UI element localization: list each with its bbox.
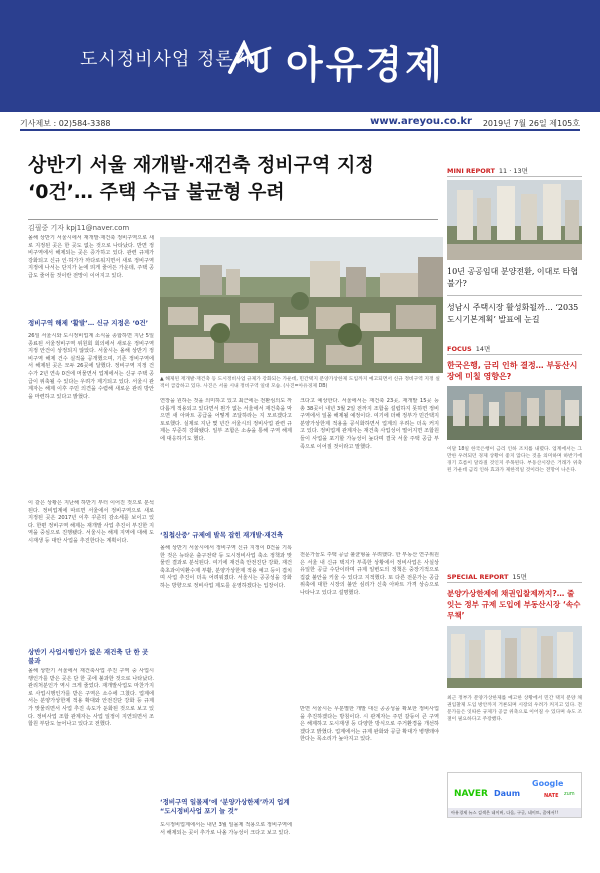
masthead-title: 아유경제 bbox=[286, 43, 445, 87]
article-lead: 올해 상반기 서울시에서 재개발·재건축 정비구역으로 새로 지정된 곳은 한 곳도 없는 것으로 나타났다. 반면 정비구역에서 해제되는 곳은 증가하고 있다. 관련 규제가 강화되고 신규 인·허가가 까다로워지면서 새로 정비구역 지정에 나서는 단지가 눈에 띄게 줄어든 가운데, 주택 공급도 줄어들 것이란 전망이 이어지고 있다. bbox=[28, 235, 154, 279]
ad-caption: 아유경제 뉴스 검색은 네이버, 다음, 구글, 네이트, 줌에서!! bbox=[448, 808, 581, 817]
focus-headline[interactable]: 한국은행, 금리 인하 결정… 부동산시장에 미칠 영향은? bbox=[447, 361, 578, 381]
zum-logo: zum bbox=[564, 791, 575, 797]
issue-date: 2019년 7월 26일 제105호 bbox=[482, 119, 580, 128]
subhead-1: 정비구역 해제 ‘활발’… 신규 지정은 ‘0건’ bbox=[28, 319, 149, 327]
contact-phone: 기사제보 : 02)584-3388 bbox=[20, 119, 111, 128]
city-aerial-photo bbox=[447, 386, 582, 440]
subhead-2: 상반기 사업시행인가 없은 재건축 단 한 곳 불과 bbox=[28, 648, 149, 665]
article-col3-body3: 반면 서울시는 무분별한 개발 대신 공공성을 확보한 정비사업을 추진하겠다는 방침이다. 시 관계자는 주민 갈등이 큰 구역은 해제하고 도시재생 등 다양한 방식으로 주거환경을 개선하겠다고 밝혔다. 업계에서는 규제 완화와 공급 확대가 병행돼야 한다는 목소리가 높아지고 있다. bbox=[300, 706, 439, 743]
AU-logo-icon bbox=[226, 40, 274, 76]
byline: 김필중 기자 kpj11@naver.com bbox=[28, 219, 438, 233]
divider bbox=[447, 295, 582, 296]
info-bar bbox=[20, 117, 580, 131]
portal-search-ad[interactable] bbox=[447, 772, 582, 818]
focus-title-label: FOCUS bbox=[447, 345, 472, 353]
divider bbox=[447, 582, 582, 583]
masthead-subtitle: 도시정비사업 정론지 bbox=[80, 49, 253, 70]
focus-text: 이달 18일 한국은행이 금리 인하 조치를 내렸다. 업계에서는 그만한 우려되던 경제 상황이 좋지 않다는 것을 의미하며 하반기에 경기 흐름이 달라질 것인지 주목된다. 부동산시장은 거래가 위축된 가운데 금리 인하 효과가 제한적일 것이라는 전망이 나온다. bbox=[447, 447, 582, 473]
google-logo bbox=[532, 779, 563, 788]
daum-logo-text: Daum bbox=[494, 789, 521, 798]
masthead bbox=[0, 0, 600, 112]
google-logo-text: Google bbox=[532, 779, 564, 788]
article-col3-body: 크다고 예상한다. 서울에서는 재건축 23곳, 재개발 15곳 등 총 38곳이 내년 3월 2일 전까지 조합을 설립하지 못하면 정비구역에서 일몰 해제될 예정이다. 여기에 더해 정부가 민간택지 분양가상한제 적용을 공식화하면서 업계의 우려는 더욱 커지고 있다. 정비업계 관계자는 재건축 사업성이 떨어지면 조합원들이 사업을 포기할 가능성이 높다며 결국 서울 주택 공급 부족으로 이어질 것이라고 말했다. bbox=[300, 398, 439, 450]
special-report-date: 15면 bbox=[512, 573, 527, 581]
article-col1-body2: 이 같은 상황은 지난해 하반기 부터 이어진 것으로 분석된다. 정비업계에 따르면 서울에서 정비구역으로 새로 지정된 곳은 2017년 이후 꾸준히 감소세를 보이고 있다. 한편 정비구역 해제는 재개발 사업 추진이 부진한 지역을 중심으로 진행됐다. 서울시는 해제 지역에 대해 도시재생 등 대안 사업을 추진한다는 계획이다. bbox=[28, 500, 154, 544]
mini-report-title: MINI REPORT bbox=[447, 167, 495, 175]
special-report-headline[interactable]: 분양가상한제에 채권입찰제까지?… 줄 잇는 정부 규제 도입에 부동산시장 ‘속수무책’ bbox=[447, 589, 581, 620]
divider bbox=[447, 354, 582, 355]
photo-caption: ▲ 해제된 재개발·재건축 등 도시정비사업 규제가 강화되는 가운데, 민간택지 분양가상한제 도입까지 예고되면서 신규 정비구역 지정 실적이 급감하고 있다. 사진은 서울 시내 정비구역 일대 모습. (사진=아유경제 DB) bbox=[160, 377, 440, 389]
subhead-3: ‘칩첩산중’ 규제에 발목 잡힌 재개발·재건축 bbox=[160, 531, 284, 539]
divider bbox=[447, 176, 582, 177]
high-rise-apartments-photo bbox=[447, 626, 582, 688]
headline-line-2: ‘0건’… 주택 수급 불균형 우려 bbox=[28, 181, 285, 203]
special-report-photo bbox=[447, 626, 582, 688]
article-col1-body: 26일 서울시와 도시정비업계 소식을 종합하면 지난 5일 종료된 서울정비구역 위원회 회의에서 새로운 정비구역 지정 안건이 상정되지 않았다. 서울시는 올해 상반기 정비구역 해제 건수 실적을 공개했으며, 기존 정비구역에서 해제된 곳은 모두 26곳에 달했다. 정비구역 지정 건수가 2년 연속 0건에 머물면서 업계에서는 신규 주택 공급이 위축될 수 있다는 우려가 제기되고 있다. 서울시 관계자는 해제 이후 주민 의견을 수렴해 새로운 관리 방안을 마련하고 있다고 밝혔다. bbox=[28, 333, 154, 400]
site-url-link[interactable]: www.areyou.co.kr bbox=[370, 116, 472, 127]
mini-report-label bbox=[447, 166, 528, 175]
daum-logo bbox=[494, 789, 520, 798]
mini-item-1[interactable]: 10년 공공임대 분양전환, 이대로 타협 불가? bbox=[447, 267, 579, 288]
apartment-complex-photo bbox=[447, 180, 582, 260]
mini-item-2[interactable]: 성남시 주택시장 활성화될까… ‘2035 도시기본계획’ 발표에 눈길 bbox=[447, 303, 579, 324]
nate-logo: NATE bbox=[544, 793, 559, 799]
article-col1-body3: 올해 상반기 서울에서 재건축사업 추진 구역 중 사업시행인가를 받은 곳은 단 한 곳에 불과한 것으로 나타났다. 관리처분인가 역시 크게 줄었다. 재개발사업도 마찬가지로 사업시행인가를 받은 구역은 소수에 그쳤다. 업계에서는 분양가상한제 적용 확대와 안전진단 강화 등 규제가 맞물리면서 사업 추진 속도가 둔화된 것으로 보고 있다. 정비사업 조합 관계자는 사업 일정이 지연되면서 조합원 부담도 늘어나고 있다고 전했다. bbox=[28, 668, 154, 728]
article-col2-body: 연장을 원하는 것을 의미하고 있고 최근에는 전환심의도 까다롭게 적용되고 있다면서 뭔가 없는 서울에서 재건축을 막으면 새 아파트 공급을 어떻게 조달하라는 지 모르겠다고 토로했다. 실제로 지난 몇 년간 서울시의 정비사업 관련 규제는 꾸준히 강화됐다. 일부 조합은 소송을 통해 구역 해제에 대응하기도 했다. bbox=[160, 398, 292, 442]
article-col2-body2: 올해 상반기 서울시에서 정비구역 신규 지정이 0건을 기록한 것은 뉴타운 출구전략 등 도시정비사업 축소 정책과 맞물린 결과로 분석된다. 여기에 재건축 안전진단 강화, 재건축초과이익환수제 부활, 분양가상한제 적용 예고 등이 겹치며 사업 추진이 더욱 어려워졌다. 서울시는 공공성을 강화하는 방향으로 정비사업 제도를 운영하겠다는 입장이다. bbox=[160, 545, 292, 589]
focus-date: 14면 bbox=[475, 345, 491, 353]
special-report-label bbox=[447, 572, 527, 581]
focus-label bbox=[447, 344, 490, 353]
article-col2-body3: 도시정비업계에서는 내년 3월 일몰제 적용으로 정비구역에서 해제되는 곳이 추가로 나올 가능성이 크다고 보고 있다. bbox=[160, 822, 292, 836]
special-report-title-label: SPECIAL REPORT bbox=[447, 573, 509, 581]
mini-report-date: 11 · 13면 bbox=[498, 167, 528, 175]
focus-photo bbox=[447, 386, 582, 440]
headline-line-1: 상반기 서울 재개발·재건축 정비구역 지정 bbox=[28, 154, 374, 176]
mini-report-photo bbox=[447, 180, 582, 260]
main-headline bbox=[28, 152, 438, 206]
city-neighborhood-photo bbox=[160, 237, 443, 373]
special-report-text: 최근 정부가 분양가상한제를 예고한 상황에서 민간 택지 분양 채권입찰제 도입 방안까지 거론되며 시장의 우려가 커지고 있다. 전문가들은 잇따른 규제가 공급 위축으로 이어질 수 있다며 속도 조절이 필요하다고 주장했다. bbox=[447, 696, 582, 722]
naver-logo: NAVER bbox=[454, 789, 488, 799]
article-photo bbox=[160, 237, 443, 373]
article-col3-body2: 전문가들도 주택 공급 불균형을 우려했다. 한 부동산 연구위원은 서울 내 신규 택지가 부족한 상황에서 정비사업은 사실상 유일한 공급 수단이라며 규제 일변도의 정책은 중장기적으로 집값 불안을 키울 수 있다고 지적했다. 또 다른 전문가는 공급 위축에 대한 시장의 불안 심리가 신축 아파트 가격 상승으로 나타나고 있다고 설명했다. bbox=[300, 552, 439, 596]
subhead-4: ‘정비구역 일몰제’에 ‘분양가상한제’까지 업계 “도시정비사업 포기 늘 것” bbox=[160, 798, 290, 815]
